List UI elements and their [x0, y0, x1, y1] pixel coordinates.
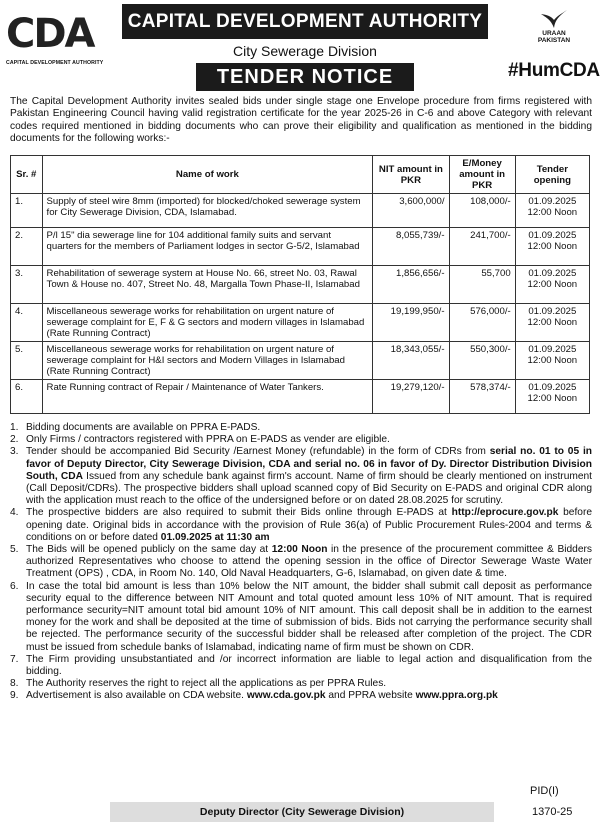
- cell-sr: 6.: [11, 380, 43, 414]
- cell-emoney: 55,700: [449, 266, 515, 304]
- opening-time: 12:00 Noon: [527, 393, 578, 404]
- terms-list: [10, 422, 592, 703]
- logo-subtitle: CAPITAL DEVELOPMENT AUTHORITY: [6, 60, 104, 66]
- header-nit: NIT amount in PKR: [373, 156, 449, 194]
- cell-nit: 19,199,950/-: [373, 304, 449, 342]
- term-item: 6. In case the total bid amount is less than 10% below the NIT amount, the bidder shall submit call deposit as performance security equal to the difference between NIT Amount and total quoted amount less 10% of NIT amount. That is required performance security=NIT amount total bid amount 10% of NIT amount. This call deposit shall be in addition to the earnest money for the work and shall be deposited at the time of submission of bids. Bids not carrying the performance security shall be rejected. The performance security of the successful bidder shall be released after completion of the project. The CDR must be issued from schedule banks of Islamabad, indicating name of firm must be shown on CDR.: [10, 580, 592, 653]
- opening-time: 12:00 Noon: [527, 279, 578, 290]
- cell-nit: 19,279,120/-: [373, 380, 449, 414]
- opening-date: 01.09.2025: [528, 344, 577, 355]
- term-text: The Authority reserves the right to reject all the applications as per PPRA Rules.: [26, 678, 387, 690]
- term-item: 2. Only Firms / contractors registered with PPRA on E-PADS as vender are eligible.: [10, 434, 592, 446]
- pid-number: 1370-25: [532, 806, 573, 818]
- cell-sr: 4.: [11, 304, 43, 342]
- table-row: [11, 342, 590, 380]
- cell-sr: 1.: [11, 194, 43, 228]
- header-opening: Tender opening: [515, 156, 589, 194]
- division-name: City Sewerage Division: [233, 43, 377, 59]
- bird-icon: [539, 8, 569, 30]
- term-text: Only Firms / contractors registered with PPRA on E-PADS as vender are eligible.: [26, 434, 390, 446]
- cell-sr: 5.: [11, 342, 43, 380]
- opening-date: 01.09.2025: [528, 268, 577, 279]
- cell-emoney: 576,000/-: [449, 304, 515, 342]
- term-text: In case the total bid amount is less than 10% below the NIT amount, the bidder shall submit call deposit as performance security equal to the difference between NIT Amount and total quoted amount less 10% of NIT amount. That is required performance security=NIT amount total bid amount 10% of NIT amount. This call deposit shall be in addition to the earnest money for the work and shall be deposited at the time of submission of bids. Bids not carrying the performance security shall be rejected. The performance security of the successful bidder shall be released after completion of the project. The CDR must be issued from schedule banks of Islamabad, indicating name of firm must be shown on CDR.: [26, 580, 592, 653]
- term-item: 5. The Bids will be opened publicly on the same day at 12:00 Noon in the presence of the procurement committee & Bidders authorized Representatives who choose to attend the opening session in the office of Director Sewerage Waste Water Treatment (OPS) , CDA, in Room No. 140, Old Naval Headquarters, G-6, Islamabad, on given date & time.: [10, 544, 592, 580]
- signatory-bar: Deputy Director (City Sewerage Division): [110, 802, 494, 822]
- header-emoney: E/Money amount in PKR: [449, 156, 515, 194]
- intro-paragraph: The Capital Development Authority invites sealed bids under single stage one Envelope procedure from firms registered with Pakistan Engineering Council having valid registration certificate for the year 2025-26 in C-6 and above Category with relevant codes required mentioned in bidding documents who can prove their eligibility and qualification as mentioned in the bidding documents for the following works:-: [10, 96, 592, 144]
- term-text: Advertisement is also available on CDA website. www.cda.gov.pk and PPRA website www.ppra.org.pk: [26, 690, 498, 702]
- cell-work: P/l 15" dia sewerage line for 104 additional family suits and servant quarters for the members of Parliament lodges in sector G-5/2, Islamabad: [42, 228, 373, 266]
- opening-date: 01.09.2025: [528, 196, 577, 207]
- authority-title: CAPITAL DEVELOPMENT AUTHORITY: [122, 4, 488, 39]
- works-table: [10, 155, 590, 414]
- term-text: Bidding documents are available on PPRA E-PADS.: [26, 422, 261, 433]
- serial-emphasis: serial no. 01 to 05 in favor of Deputy Director, City Sewerage Division, CDA and serial no. 06 in favor of Dy. Director Distribution Division South, CDA: [26, 446, 592, 482]
- uraan-pakistan-logo: [524, 8, 584, 44]
- table-header-row: [11, 156, 590, 194]
- cell-work: Rate Running contract of Repair / Maintenance of Water Tankers.: [42, 380, 373, 414]
- table-row: [11, 380, 590, 414]
- term-item: 8. The Authority reserves the right to reject all the applications as per PPRA Rules.: [10, 678, 592, 690]
- term-item: 9. Advertisement is also available on CDA website. www.cda.gov.pk and PPRA website www.ppra.org.pk: [10, 690, 592, 702]
- opening-time: 12:00 Noon: [527, 207, 578, 218]
- opening-time: 12:00 Noon: [527, 241, 578, 252]
- table-row: [11, 194, 590, 228]
- cell-emoney: 550,300/-: [449, 342, 515, 380]
- opening-date: 01.09.2025: [528, 230, 577, 241]
- opening-time: 12:00 Noon: [527, 355, 578, 366]
- cell-emoney: 578,374/-: [449, 380, 515, 414]
- table-row: [11, 304, 590, 342]
- table-row: [11, 228, 590, 266]
- term-text: The Firm providing unsubstantiated and /or incorrect information are liable to legal action and disqualification from the bidding.: [26, 653, 592, 678]
- term-text: Tender should be accompanied Bid Security /Earnest Money (refundable) in the form of CDRs from serial no. 01 to 05 in favor of Deputy Director, City Sewerage Division, CDA and serial no. 06 in favor of Dy. Director Distribution Division South, CDA Issued from any schedule bank against firm's account. Name of firm should be clearly mentioned on instrument (Call Deposit/CDRs). The prospective bidders shall upload scanned copy of Bid Security on E-PADS and original CDR along with the application must reach to the office of the undersigned before or on dated 28.08.2025 for scrutiny.: [26, 446, 593, 507]
- deadline-emphasis: 01.09.2025 at 11:30 am: [160, 531, 270, 543]
- cell-work: Rehabilitation of sewerage system at House No. 66, street No. 03, Rawal Town & House no. 407, Street No. 48, Margalla Town Phase-II, Islamabad: [42, 266, 373, 304]
- term-item: 7. The Firm providing unsubstantiated and /or incorrect information are liable to legal action and disqualification from the bidding.: [10, 653, 592, 678]
- cell-opening: [515, 380, 589, 414]
- cell-opening: [515, 228, 589, 266]
- cell-nit: 1,856,656/-: [373, 266, 449, 304]
- cda-logo: [6, 10, 110, 68]
- notice-header: [0, 0, 600, 92]
- table-row: [11, 266, 590, 304]
- term-item: 3. Tender should be accompanied Bid Security /Earnest Money (refundable) in the form of CDRs from serial no. 01 to 05 in favor of Deputy Director, City Sewerage Division, CDA and serial no. 06 in favor of Dy. Director Distribution Division South, CDA Issued from any schedule bank against firm's account. Name of firm should be clearly mentioned on instrument (Call Deposit/CDRs). The prospective bidders shall upload scanned copy of Bid Security on E-PADS and original CDR along with the application must reach to the office of the undersigned before or on dated 28.08.2025 for scrutiny.: [10, 446, 593, 507]
- cell-work: Miscellaneous sewerage works for rehabilitation on urgent nature of sewerage complaint for H&I sectors and Modern Villages in Islamabad (Rate Running Contract): [42, 342, 373, 380]
- ppra-website-link[interactable]: www.ppra.org.pk: [415, 690, 498, 702]
- cell-opening: [515, 304, 589, 342]
- cell-nit: 8,055,739/-: [373, 228, 449, 266]
- eprocure-link[interactable]: http://eprocure.gov.pk: [451, 507, 559, 519]
- cell-opening: [515, 194, 589, 228]
- header-name: Name of work: [42, 156, 373, 194]
- uraan-text: URAAN: [542, 30, 566, 37]
- cell-nit: 18,343,055/-: [373, 342, 449, 380]
- notice-title: TENDER NOTICE: [196, 63, 414, 91]
- cell-work: Miscellaneous sewerage works for rehabilitation on urgent nature of sewerage complaint for E, F & G sectors and modern villages in Islamabad (Rate Running Contract): [42, 304, 373, 342]
- cell-opening: [515, 342, 589, 380]
- opening-time: 12:00 Noon: [527, 317, 578, 328]
- header-sr: Sr. #: [11, 156, 43, 194]
- pakistan-text: PAKISTAN: [537, 37, 571, 44]
- pid-label: PID(I): [530, 785, 559, 797]
- term-text: The prospective bidders are also required to submit their Bids online through E-PADS at http://eprocure.gov.pk before opening date. Original bids in accordance with the provision of Rule 36(a) of Public Procurement Rules-2004 and terms & conditions on or before dated 01.09.2025 at 11:30 am: [26, 507, 593, 543]
- cell-sr: 2.: [11, 228, 43, 266]
- cell-emoney: 241,700/-: [449, 228, 515, 266]
- opening-date: 01.09.2025: [528, 306, 577, 317]
- term-item: 1. Bidding documents are available on PPRA E-PADS.: [10, 422, 592, 434]
- cell-sr: 3.: [11, 266, 43, 304]
- cell-nit: 3,600,000/: [373, 194, 449, 228]
- logo-text: CDA: [6, 11, 94, 57]
- term-text: The Bids will be opened publicly on the same day at 12:00 Noon in the presence of the procurement committee & Bidders authorized Representatives who choose to attend the opening session in the office of Director Sewerage Waste Water Treatment (OPS) , CDA, in Room No. 140, Old Naval Headquarters, G-6, Islamabad, on given date & time.: [26, 544, 592, 580]
- hashtag: #HumCDA: [508, 60, 600, 81]
- cell-emoney: 108,000/-: [449, 194, 515, 228]
- opening-date: 01.09.2025: [528, 382, 577, 393]
- cell-opening: [515, 266, 589, 304]
- cell-work: Supply of steel wire 8mm (imported) for blocked/choked sewerage system for City Sewerage Division, CDA, Islamabad.: [42, 194, 373, 228]
- term-item: 4. The prospective bidders are also required to submit their Bids online through E-PADS at http://eprocure.gov.pk before opening date. Original bids in accordance with the provision of Rule 36(a) of Public Procurement Rules-2004 and terms & conditions on or before dated 01.09.2025 at 11:30 am: [10, 507, 593, 543]
- cda-website-link[interactable]: www.cda.gov.pk: [246, 690, 326, 702]
- opening-time-emphasis: 12:00 Noon: [271, 544, 328, 556]
